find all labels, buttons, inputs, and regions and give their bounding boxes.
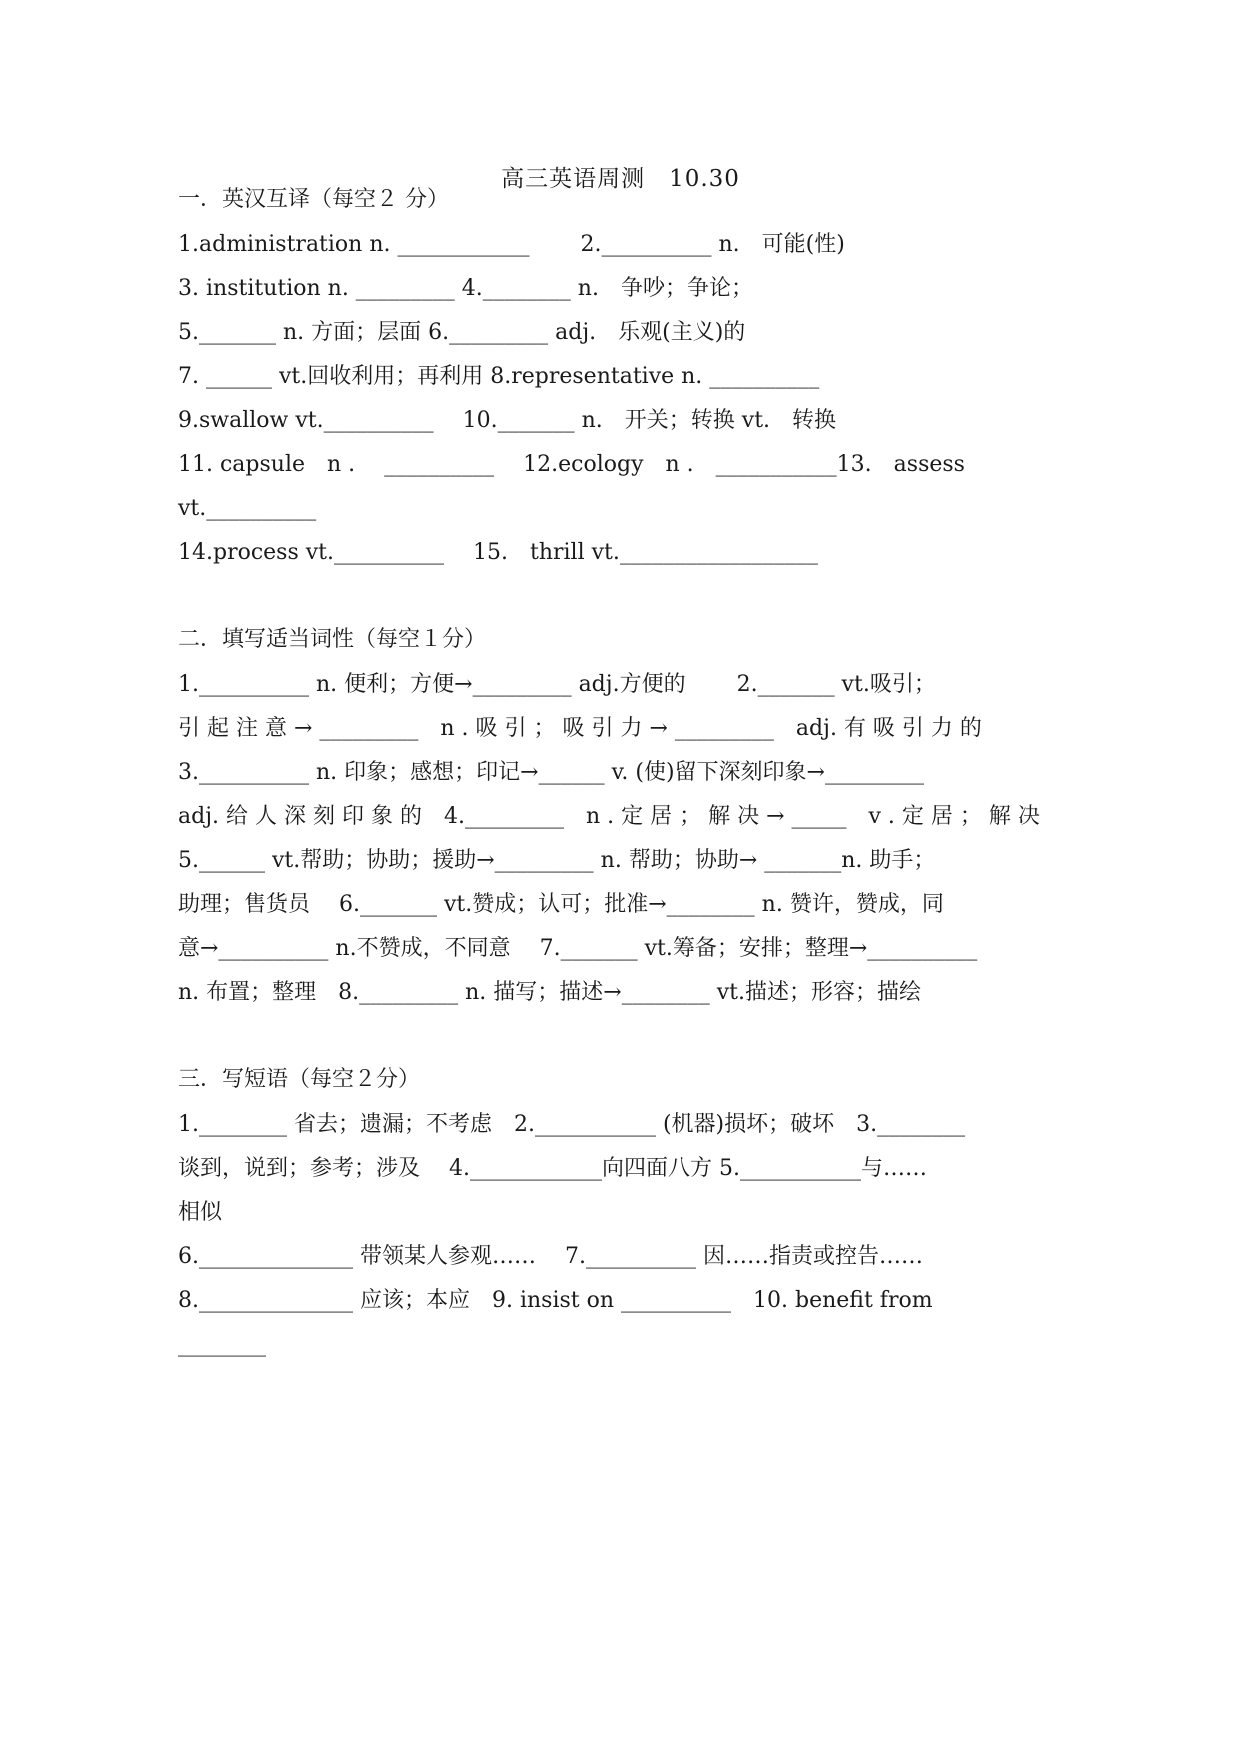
section-2-line: n. 布置；整理 8._________ n. 描写；描述→________ vt.描述；形容；描绘 [178,980,921,1005]
section-3-line: ________ [178,1332,266,1357]
section-2-line: 意→__________ n.不赞成，不同意 7._______ vt.筹备；安排；整理→__________ [178,936,978,961]
section-1-line: 9.swallow vt.__________ 10._______ n. 开关；转换 vt. 转换 [178,408,837,433]
section-1-line: 1.administration n. ____________ 2.__________ n. 可能(性) [178,232,845,257]
section-1-line: 3. institution n. _________ 4.________ n. 争吵；争论； [178,276,753,301]
section-3-line: 1.________ 省去；遗漏；不考虑 2.___________ (机器)损坏；破坏 3.________ [178,1112,966,1137]
section-1-line: vt.__________ [178,496,317,521]
section-3-line: 相似 [178,1200,223,1225]
section-2-line: 3.__________ n. 印象；感想；印记→______ v. (使)留下深刻印象→_________ [178,760,924,785]
section-2-line: 引 起 注 意 → _________ n . 吸 引 ； 吸 引 力 → _________ adj. 有 吸 引 力 的 [178,716,982,741]
page-title: 高三英语周测 10.30 [501,166,740,192]
section-1-line: 7. ______ vt.回收利用；再利用 8.representative n. __________ [178,364,820,389]
section-1-line: 11. capsule n . __________ 12.ecology n . ___________13. assess [178,452,965,477]
section-2-heading: 二．填写适当词性（每空１分） [178,627,487,652]
section-3-line: 谈到，说到；参考；涉及 4.____________向四面八方 5.___________与…… [178,1156,927,1181]
section-2-line: 5.______ vt.帮助；协助；援助→_________ n. 帮助；协助→ _______n. 助手； [178,848,936,873]
section-2-line: adj. 给 人 深 刻 印 象 的 4._________ n . 定 居 ； 解 决 → _____ v . 定 居 ； 解 决 [178,804,1040,829]
section-1-line: 5._______ n. 方面；层面 6._________ adj. 乐观(主义)的 [178,320,746,345]
section-2-line: 助理；售货员 6._______ vt.赞成；认可；批准→________ n. 赞许，赞成，同 [178,892,944,917]
section-1-heading: 一．英汉互译（每空２ 分） [178,187,449,212]
section-3-heading: 三．写短语（每空２分） [178,1067,421,1092]
section-2-line: 1.__________ n. 便利；方便→_________ adj.方便的 2._______ vt.吸引； [178,672,936,697]
section-3-line: 6.______________ 带领某人参观…… 7.__________ 因……指责或控告…… [178,1244,923,1269]
section-1-line: 14.process vt.__________ 15. thrill vt.__________________ [178,540,818,565]
section-3-line: 8.______________ 应该；本应 9. insist on __________ 10. benefit from [178,1288,933,1313]
